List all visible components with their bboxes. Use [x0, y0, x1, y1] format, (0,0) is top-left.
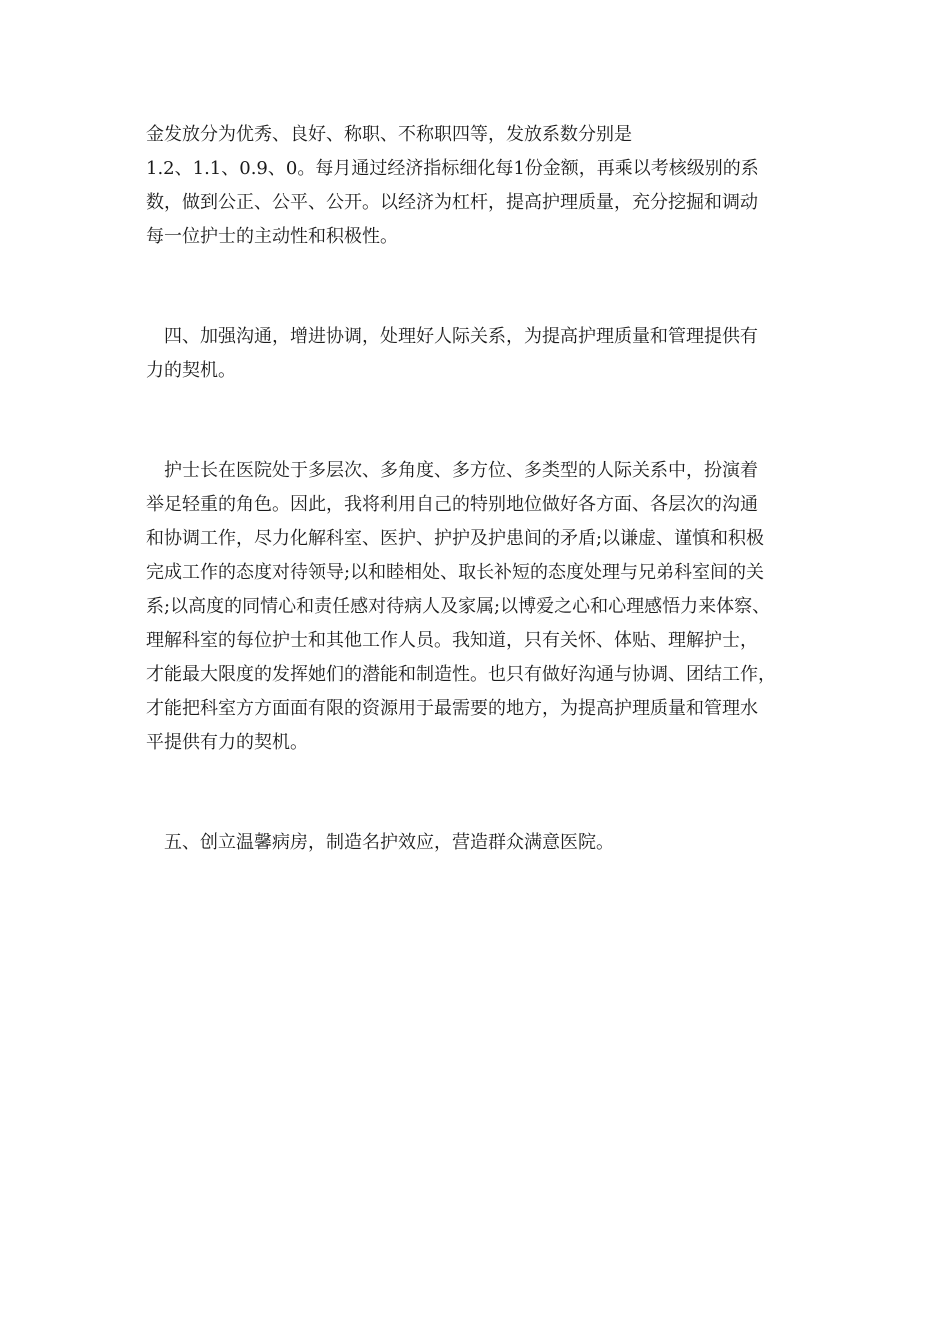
paragraph-head-nurse-relations [146, 454, 810, 760]
section-heading-five [146, 826, 810, 860]
section-heading-four [146, 320, 810, 388]
text-line: 1.2、1.1、0.9、0。每月通过经济指标细化每1份金额，再乘以考核级别的系 [146, 158, 759, 179]
text-line: 五、创立温馨病房，制造名护效应，营造群众满意医院。 [164, 832, 614, 853]
text-line: 四、加强沟通，增进协调，处理好人际关系，为提高护理质量和管理提供有 [164, 326, 758, 347]
text-line: 举足轻重的角色。因此，我将利用自己的特别地位做好各方面、各层次的沟通 [146, 494, 758, 515]
text-line: 数，做到公正、公平、公开。以经济为杠杆，提高护理质量，充分挖掘和调动 [146, 192, 758, 213]
text-line: 才能把科室方方面面有限的资源用于最需要的地方，为提高护理质量和管理水 [146, 698, 758, 719]
text-line: 和协调工作，尽力化解科室、医护、护护及护患间的矛盾;以谦虚、谨慎和积极 [146, 528, 765, 549]
document-page [146, 118, 810, 860]
text-line: 完成工作的态度对待领导;以和睦相处、取长补短的态度处理与兄弟科室间的关 [146, 562, 765, 583]
text-line: 系;以高度的同情心和责任感对待病人及家属;以博爱之心和心理感悟力来体察、 [146, 596, 771, 617]
text-line: 金发放分为优秀、良好、称职、不称职四等，发放系数分别是 [146, 124, 632, 145]
text-line: 才能最大限度的发挥她们的潜能和制造性。也只有做好沟通与协调、团结工作， [146, 664, 776, 685]
text-line: 力的契机。 [146, 360, 236, 381]
paragraph-bonus-distribution [146, 118, 810, 254]
text-line: 平提供有力的契机。 [146, 732, 308, 753]
text-line: 每一位护士的主动性和积极性。 [146, 226, 398, 247]
text-line: 护士长在医院处于多层次、多角度、多方位、多类型的人际关系中，扮演着 [164, 460, 758, 481]
text-line: 理解科室的每位护士和其他工作人员。我知道，只有关怀、体贴、理解护士， [146, 630, 758, 651]
